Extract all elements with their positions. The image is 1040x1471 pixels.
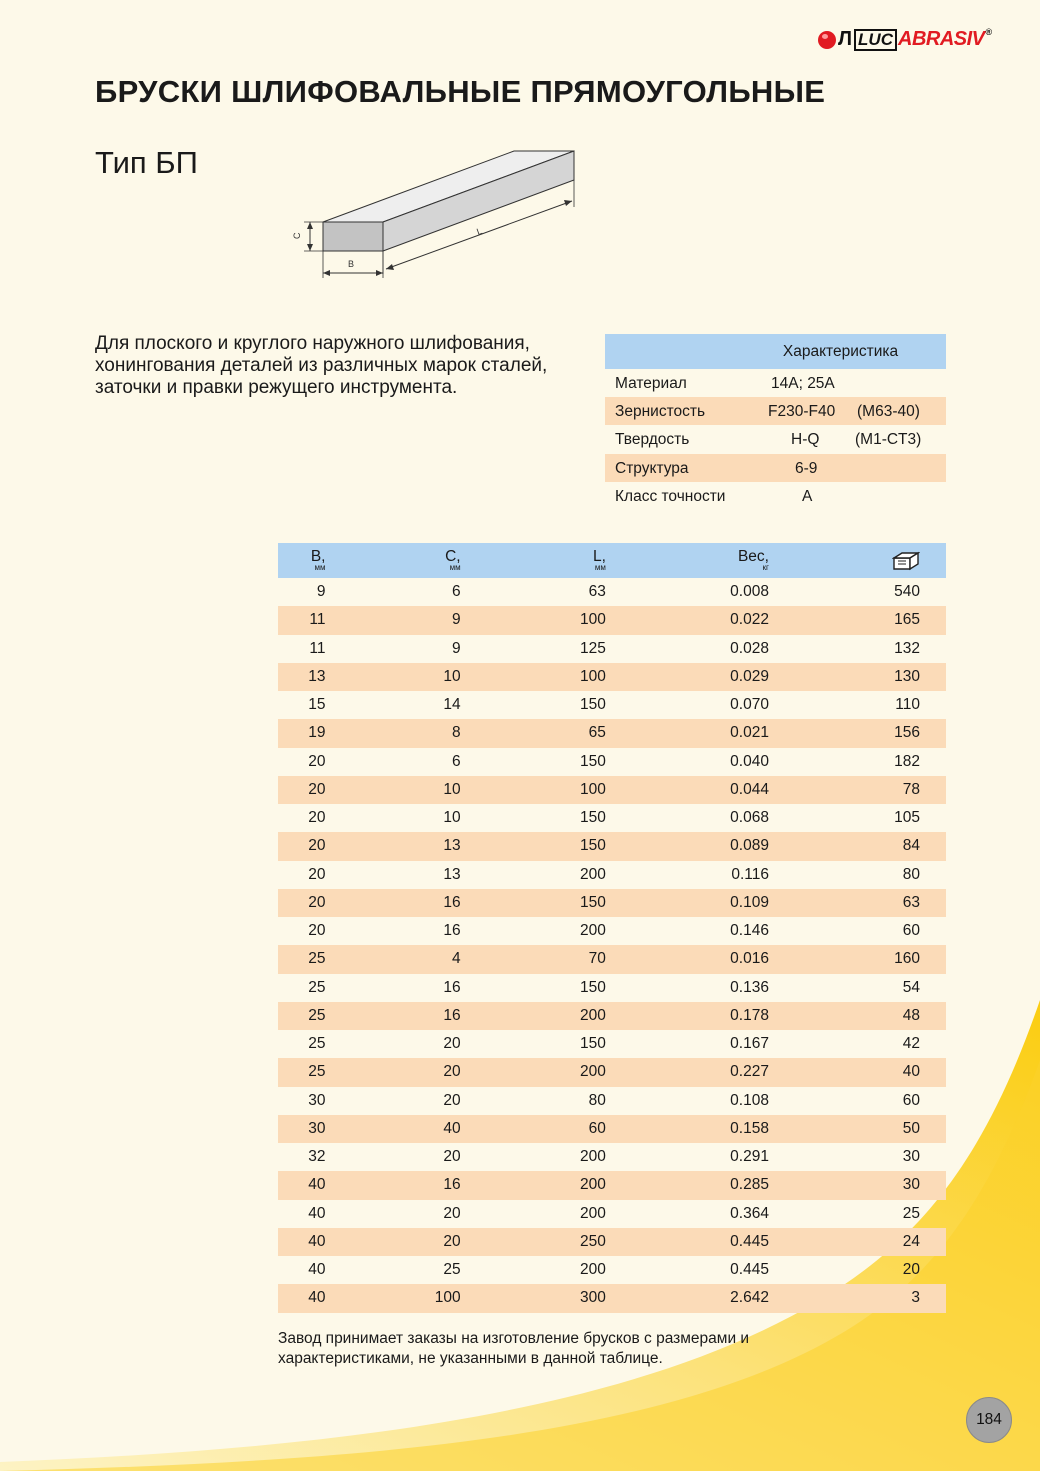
table-cell: 200 [580, 1063, 606, 1081]
table-cell: 9 [451, 611, 461, 629]
table-cell: 20 [308, 893, 326, 911]
table-cell: 16 [443, 1176, 461, 1194]
table-row [278, 776, 946, 804]
table-cell: 20 [308, 809, 326, 827]
table-cell: 9 [316, 583, 326, 601]
table-cell: 63 [588, 583, 606, 601]
table-header-row [278, 543, 946, 578]
table-row [278, 1256, 946, 1284]
characteristics-header: Характеристика [605, 334, 946, 369]
page-title: БРУСКИ ШЛИФОВАЛЬНЫЕ ПРЯМОУГОЛЬНЫЕ [95, 74, 826, 109]
char-row-structure: Структура 6-9 [605, 454, 946, 482]
table-cell: 20 [308, 922, 326, 940]
table-cell: 125 [580, 639, 606, 657]
table-row [278, 635, 946, 663]
table-cell: 0.008 [730, 583, 769, 601]
logo-text-abrasiv: ABRASIV [898, 28, 985, 50]
table-cell: 24 [902, 1232, 920, 1250]
table-cell: 0.364 [730, 1204, 769, 1222]
table-cell: 0.291 [730, 1148, 769, 1166]
table-cell: 200 [580, 1148, 606, 1166]
table-cell: 16 [443, 922, 461, 940]
table-cell: 40 [308, 1176, 326, 1194]
table-cell: 200 [580, 865, 606, 883]
table-cell: 200 [580, 1261, 606, 1279]
table-row [278, 1228, 946, 1256]
table-cell: 0.167 [730, 1035, 769, 1053]
char-row-grit: Зернистость F230-F40 (M63-40) [605, 397, 946, 425]
table-row [278, 861, 946, 889]
table-cell: 20 [443, 1035, 461, 1053]
table-cell: 42 [902, 1035, 920, 1053]
table-row [278, 606, 946, 634]
table-cell: 30 [308, 1119, 326, 1137]
table-row [278, 889, 946, 917]
bar-dimension-diagram [290, 145, 590, 285]
table-cell: 0.021 [730, 724, 769, 742]
table-row [278, 1171, 946, 1199]
table-cell: 20 [308, 865, 326, 883]
bar-front-face [323, 222, 383, 251]
table-cell: 30 [902, 1176, 920, 1194]
table-cell: 0.445 [730, 1232, 769, 1250]
table-cell: 54 [902, 978, 920, 996]
table-cell: 0.136 [730, 978, 769, 996]
table-cell: 150 [580, 893, 606, 911]
logo-mark-icon: Л [838, 28, 852, 50]
table-cell: 200 [580, 1204, 606, 1222]
table-cell: 9 [451, 639, 461, 657]
table-cell: 25 [443, 1261, 461, 1279]
table-cell: 200 [580, 922, 606, 940]
table-cell: 16 [443, 1006, 461, 1024]
table-row [278, 804, 946, 832]
table-cell: 0.285 [730, 1176, 769, 1194]
table-cell: 40 [443, 1119, 461, 1137]
table-cell: 25 [308, 1006, 326, 1024]
table-cell: 20 [443, 1204, 461, 1222]
table-cell: 0.089 [730, 837, 769, 855]
header-c: C, мм [445, 547, 461, 572]
table-cell: 0.068 [730, 809, 769, 827]
header-b: B, мм [310, 547, 326, 572]
table-cell: 0.040 [730, 752, 769, 770]
table-cell: 20 [308, 752, 326, 770]
table-cell: 20 [443, 1148, 461, 1166]
logo-text-luc: LUC [854, 29, 897, 51]
table-cell: 60 [902, 1091, 920, 1109]
table-cell: 63 [902, 893, 920, 911]
table-cell: 60 [588, 1119, 606, 1137]
table-cell: 10 [443, 667, 461, 685]
table-cell: 100 [580, 611, 606, 629]
registered-mark: ® [985, 26, 993, 37]
table-cell: 0.109 [730, 893, 769, 911]
table-cell: 182 [894, 752, 920, 770]
table-cell: 40 [308, 1232, 326, 1250]
table-row [278, 719, 946, 747]
char-row-material: Материал 14A; 25A [615, 375, 835, 392]
table-row [278, 1030, 946, 1058]
table-cell: 40 [308, 1289, 326, 1307]
table-cell: 20 [308, 837, 326, 855]
table-cell: 0.158 [730, 1119, 769, 1137]
table-row [278, 917, 946, 945]
sizes-table [278, 543, 946, 1313]
table-cell: 25 [308, 978, 326, 996]
table-cell: 80 [588, 1091, 606, 1109]
table-cell: 20 [443, 1091, 461, 1109]
dim-l-label: L [475, 225, 484, 237]
table-cell: 16 [443, 893, 461, 911]
table-cell: 150 [580, 809, 606, 827]
table-row [278, 578, 946, 606]
table-cell: 48 [902, 1006, 920, 1024]
table-cell: 0.016 [730, 950, 769, 968]
table-cell: 0.445 [730, 1261, 769, 1279]
order-note: Завод принимает заказы на изготовление брусков с размерами и характеристиками, не указанными в данной таблице. [278, 1330, 750, 1367]
page-number: 184 [966, 1397, 1012, 1443]
table-cell: 40 [308, 1261, 326, 1279]
table-cell: 0.108 [730, 1091, 769, 1109]
table-cell: 3 [911, 1289, 920, 1307]
table-cell: 32 [308, 1148, 326, 1166]
logo-ball-icon [818, 31, 836, 49]
table-cell: 20 [308, 780, 326, 798]
table-cell: 6 [451, 752, 461, 770]
description: Для плоского и круглого наружного шлифования, хонингования деталей из различных марок сталей, заточки и правки режущего инструмента. [95, 333, 548, 398]
table-cell: 4 [451, 950, 461, 968]
table-cell: 150 [580, 1035, 606, 1053]
table-cell: 540 [894, 583, 920, 601]
table-row [278, 832, 946, 860]
table-cell: 0.227 [730, 1063, 769, 1081]
table-cell: 25 [308, 1063, 326, 1081]
table-row [278, 748, 946, 776]
table-cell: 0.028 [730, 639, 769, 657]
table-cell: 300 [580, 1289, 606, 1307]
header-quantity [792, 543, 946, 578]
table-row [278, 1087, 946, 1115]
table-cell: 50 [902, 1119, 920, 1137]
dim-b-label: B [348, 259, 355, 269]
table-cell: 13 [308, 667, 326, 685]
table-cell: 165 [894, 611, 920, 629]
table-row [278, 1143, 946, 1171]
table-cell: 13 [443, 865, 461, 883]
table-cell: 20 [443, 1232, 461, 1250]
brand-logo [818, 28, 992, 51]
table-cell: 0.070 [730, 696, 769, 714]
table-cell: 100 [580, 667, 606, 685]
table-cell: 78 [902, 780, 920, 798]
table-cell: 10 [443, 780, 461, 798]
table-cell: 150 [580, 837, 606, 855]
table-cell: 150 [580, 978, 606, 996]
table-row [278, 945, 946, 973]
table-cell: 15 [308, 696, 326, 714]
table-cell: 20 [902, 1261, 920, 1279]
table-cell: 0.029 [730, 667, 769, 685]
table-cell: 11 [309, 639, 326, 657]
table-cell: 30 [308, 1091, 326, 1109]
table-row [278, 663, 946, 691]
table-cell: 105 [894, 809, 920, 827]
table-cell: 0.178 [730, 1006, 769, 1024]
table-cell: 19 [308, 724, 326, 742]
table-cell: 6 [451, 583, 461, 601]
table-cell: 0.044 [730, 780, 769, 798]
table-cell: 156 [894, 724, 920, 742]
table-cell: 200 [580, 1006, 606, 1024]
table-cell: 40 [902, 1063, 920, 1081]
table-cell: 110 [895, 696, 920, 714]
table-cell: 30 [902, 1148, 920, 1166]
table-cell: 13 [443, 837, 461, 855]
table-row [278, 974, 946, 1002]
table-cell: 25 [308, 1035, 326, 1053]
table-row [278, 1058, 946, 1086]
table-cell: 70 [588, 950, 606, 968]
table-cell: 16 [443, 978, 461, 996]
type-label: Тип БП [95, 145, 198, 180]
char-row-hardness: Твердость H-Q (M1-CT3) [615, 431, 922, 449]
table-row [278, 1200, 946, 1228]
table-row [278, 1002, 946, 1030]
table-cell: 0.116 [731, 865, 769, 883]
table-cell: 200 [580, 1176, 606, 1194]
table-row [278, 1115, 946, 1143]
table-cell: 20 [443, 1063, 461, 1081]
table-cell: 8 [451, 724, 461, 742]
table-cell: 130 [894, 667, 920, 685]
table-cell: 11 [309, 611, 326, 629]
table-cell: 150 [580, 752, 606, 770]
table-cell: 10 [443, 809, 461, 827]
dim-c-label: C [292, 232, 302, 239]
box-quantity-icon [892, 551, 920, 571]
table-cell: 2.642 [730, 1289, 769, 1307]
table-cell: 250 [580, 1232, 606, 1250]
table-cell: 80 [902, 865, 920, 883]
table-cell: 25 [308, 950, 326, 968]
table-cell: 25 [902, 1204, 920, 1222]
table-cell: 65 [588, 724, 606, 742]
table-cell: 100 [580, 780, 606, 798]
table-cell: 150 [580, 696, 606, 714]
table-cell: 40 [308, 1204, 326, 1222]
header-l: L, мм [592, 547, 606, 572]
table-cell: 132 [894, 639, 920, 657]
table-cell: 160 [894, 950, 920, 968]
table-row [278, 1284, 946, 1312]
table-row [278, 691, 946, 719]
table-cell: 14 [443, 696, 461, 714]
header-weight: Вес, кг [737, 547, 769, 572]
char-row-accuracy: Класс точности A [615, 487, 813, 505]
characteristics-table [605, 334, 946, 510]
table-cell: 100 [434, 1289, 461, 1307]
table-cell: 0.146 [730, 922, 769, 940]
table-cell: 60 [902, 922, 920, 940]
table-cell: 84 [902, 837, 920, 855]
table-cell: 0.022 [730, 611, 769, 629]
